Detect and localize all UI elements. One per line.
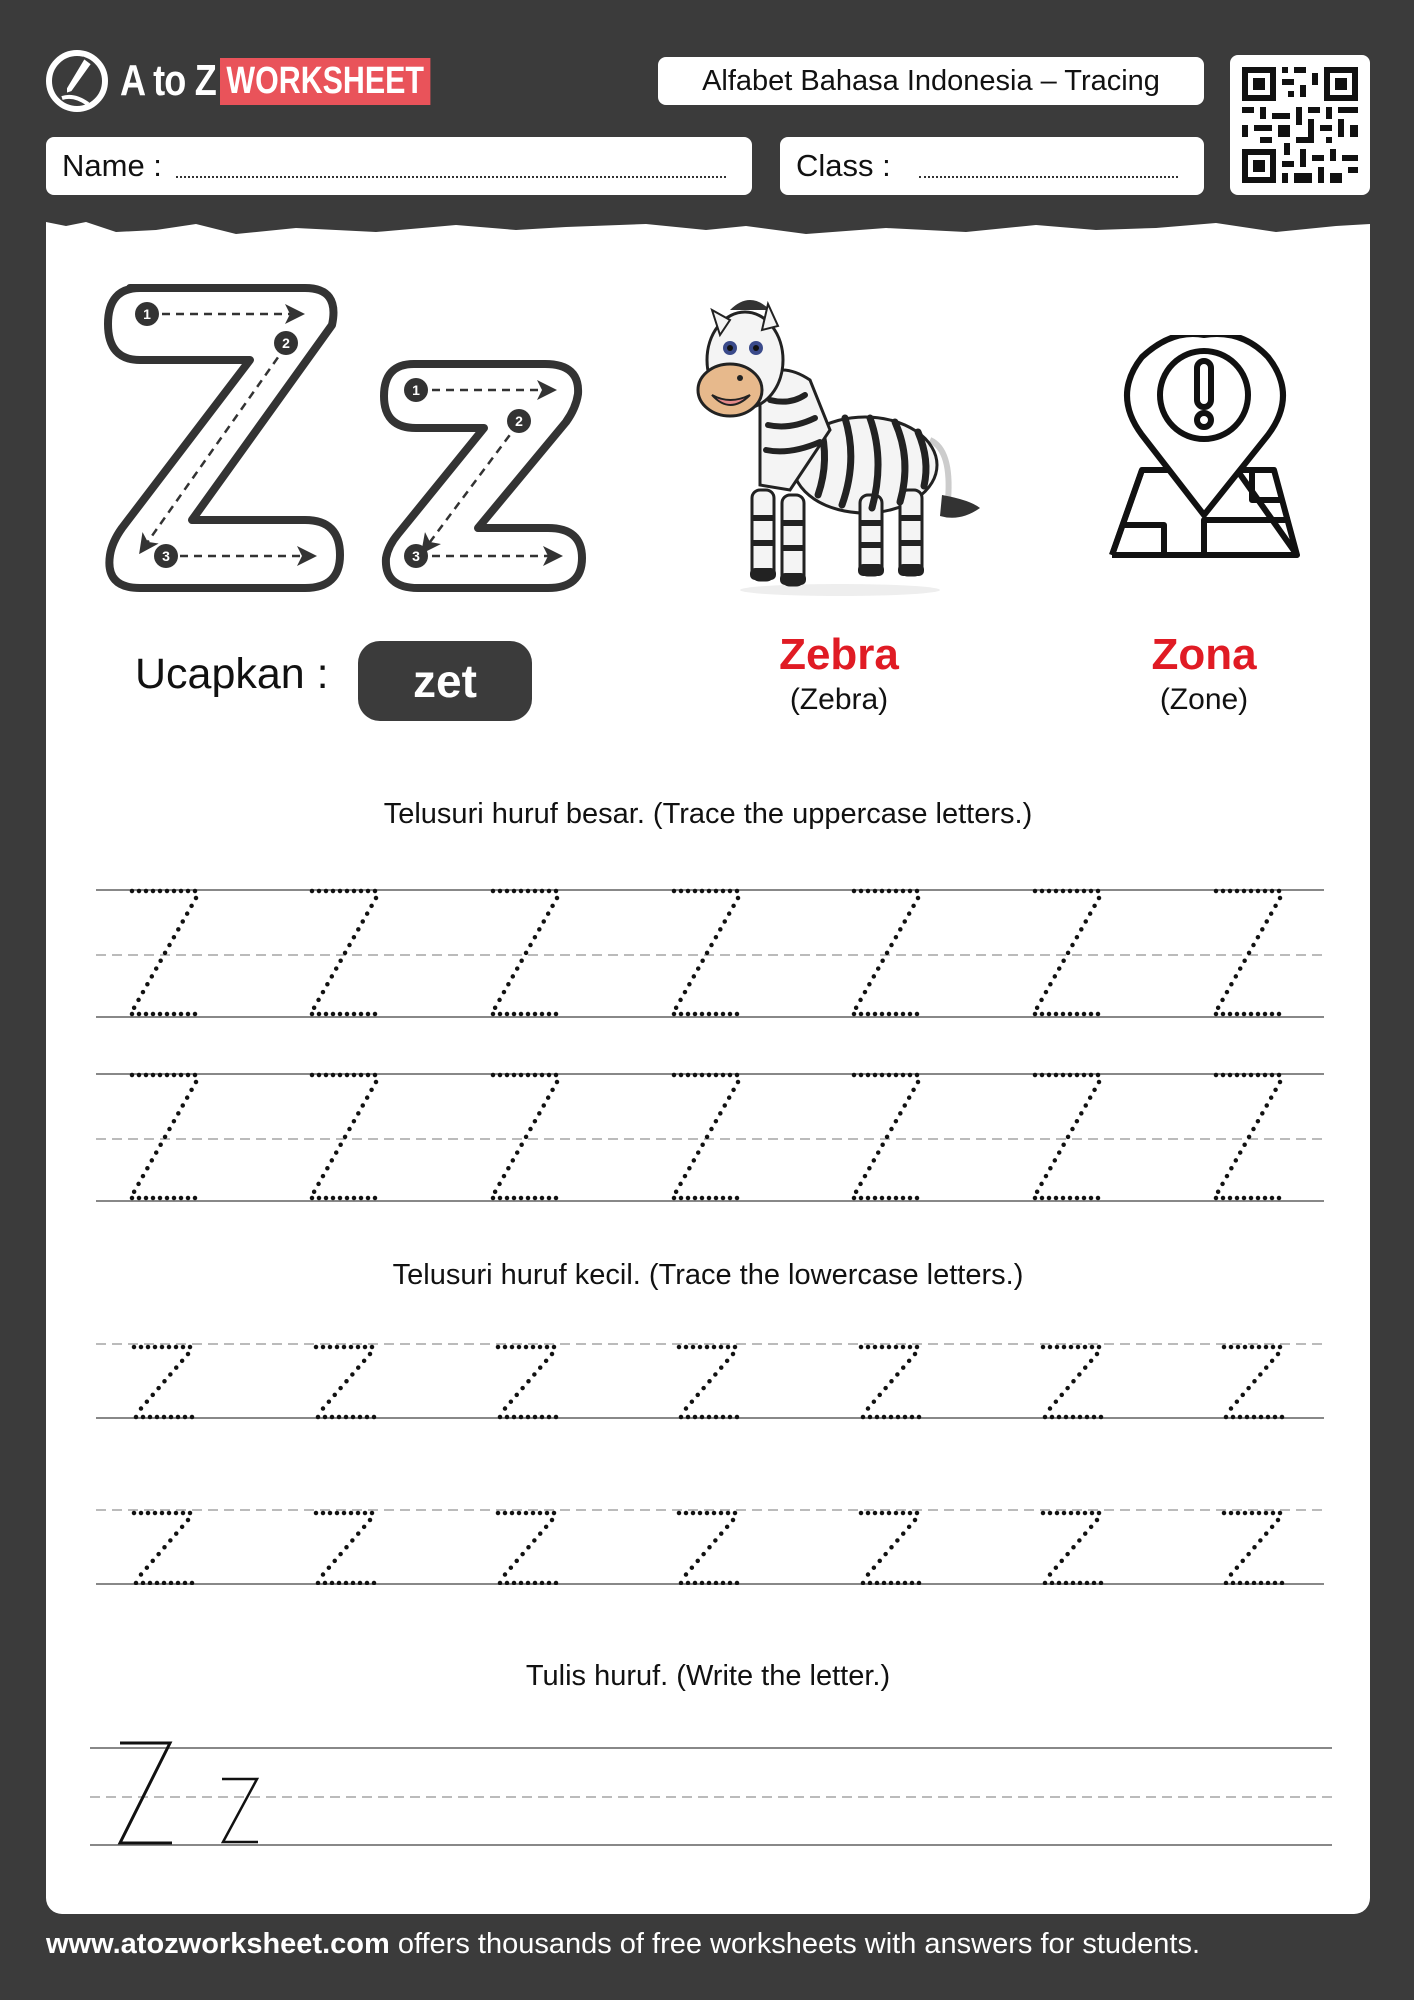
- write-instruction: Tulis huruf. (Write the letter.): [525, 1660, 891, 1692]
- logo-text: A to Z: [120, 56, 216, 105]
- name-field[interactable]: [46, 137, 752, 195]
- pronounce-badge: zet: [358, 641, 532, 721]
- uppercase-instruction: Telusuri huruf besar. (Trace the uppercase letters.): [383, 798, 1033, 830]
- stroke-number-2: 2: [282, 335, 290, 351]
- footer-message: offers thousands of free worksheets with answers for students.: [389, 1928, 1201, 1960]
- sample-uppercase-z: [120, 1743, 172, 1843]
- pen-nib-circle-icon: [44, 48, 110, 114]
- lowercase-z-stroke-guide: [380, 358, 590, 596]
- class-write-line[interactable]: [919, 176, 1178, 178]
- write-letter-area[interactable]: [90, 1735, 1332, 1855]
- logo-badge: WORKSHEET: [220, 58, 430, 105]
- word-card-zebra: [689, 630, 989, 720]
- qr-code-icon: [1230, 55, 1370, 195]
- name-write-line[interactable]: [176, 176, 726, 178]
- svg-text:1: 1: [412, 382, 420, 398]
- word-translation: (Zone): [1159, 683, 1249, 716]
- torn-edge-decoration: [46, 210, 1370, 250]
- sample-lowercase-z: [222, 1779, 258, 1842]
- word-indonesian: Zebra: [779, 630, 899, 679]
- lowercase-row-1: [96, 1344, 1324, 1418]
- lowercase-tracing-area[interactable]: [96, 1335, 1324, 1585]
- svg-text:2: 2: [515, 413, 523, 429]
- svg-text:3: 3: [412, 548, 420, 564]
- footer-site-link[interactable]: www.atozworksheet.com: [46, 1928, 390, 1960]
- zebra-icon: [690, 290, 990, 600]
- word-indonesian: Zona: [1151, 630, 1257, 679]
- pronounce-label: Ucapkan :: [135, 650, 329, 698]
- stroke-number-3: 3: [162, 548, 170, 564]
- uppercase-z-stroke-guide: [100, 280, 350, 595]
- lowercase-instruction: Telusuri huruf kecil. (Trace the lowercase letters.): [392, 1259, 1024, 1291]
- uppercase-tracing-area[interactable]: [96, 880, 1324, 1210]
- name-label: Name :: [62, 148, 162, 183]
- word-card-zona: [1054, 630, 1354, 720]
- uppercase-row-1: [96, 890, 1324, 1017]
- lowercase-row-2: [96, 1510, 1324, 1584]
- uppercase-row-2: [96, 1074, 1324, 1201]
- footer-text: [46, 1928, 1200, 1961]
- map-pin-alert-icon: [1092, 335, 1317, 560]
- class-label: Class :: [796, 148, 891, 183]
- class-field[interactable]: [780, 137, 1204, 195]
- worksheet-title: Alfabet Bahasa Indonesia – Tracing: [658, 57, 1204, 105]
- word-translation: (Zebra): [789, 683, 889, 716]
- stroke-number-1: 1: [143, 306, 151, 322]
- brand-logo: [44, 46, 483, 116]
